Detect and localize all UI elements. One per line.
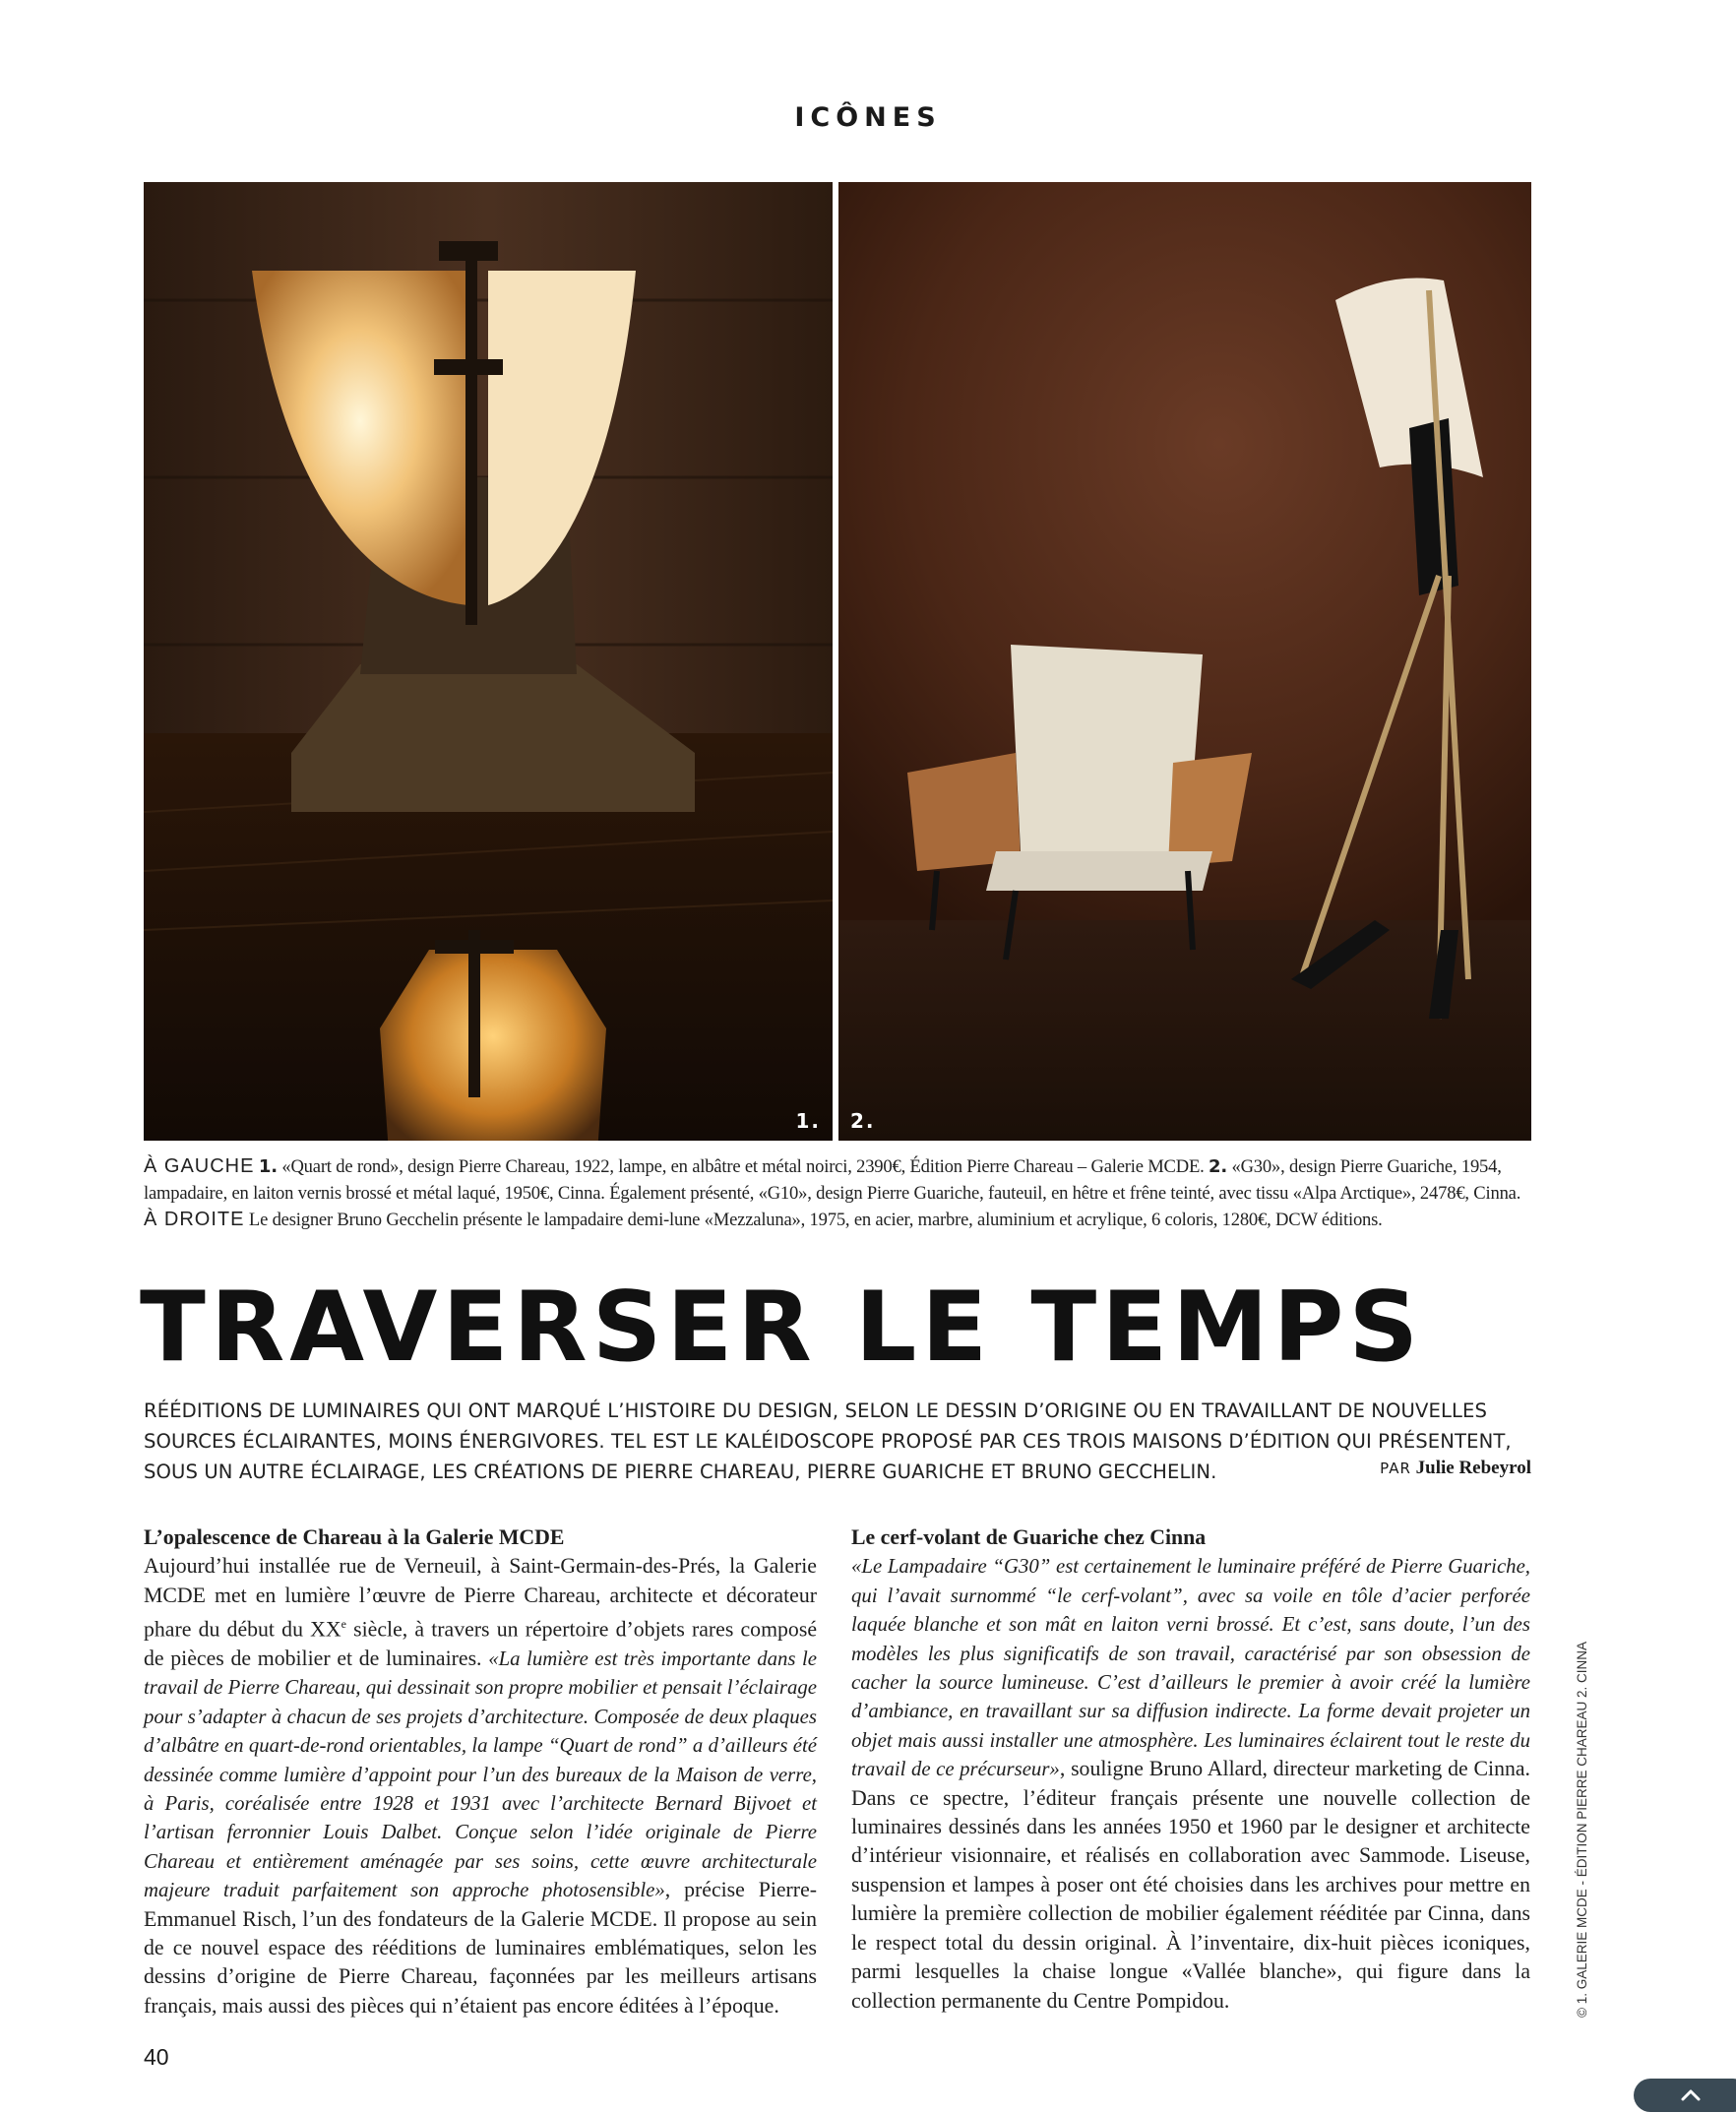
photo-number-2: 2. <box>850 1109 876 1133</box>
column1-quote: «La lumière est très importante dans le travail de Pierre Chareau, qui dessinait son propre mobilier et pensait l’éclairage pour s’adapter à chacun de ses projets d’architecture. Composée de deux plaques d’albâtre en quart-de-rond orientables, la lampe “Quart de rond” a d’ailleurs été dessinée comme lumière d’appoint pour l’un des bureaux de la Maison de verre, à Paris, coréalisée entre 1928 et 1931 avec l’architecte Bernard Bijvoet et l’artisan ferronnier Louis Dalbet. Conçue selon l’idée originale de Pierre Chareau et entièrement aménagée par ses soins, cette œuvre architecturale majeure traduit parfaitement son approche photosensible» <box>144 1647 817 1902</box>
photo-credit-text: © 1. GALERIE MCDE - ÉDITION PIERRE CHAREAU 2. CINNA <box>1575 1641 1589 2018</box>
column2-quote: «Le Lampadaire “G30” est certainement le luminaire préféré de Pierre Guariche, qui l’avait surnommé “le cerf-volant”, avec sa voile en tôle d’acier perforée laquée blanche et son mât en laiton verni brossé. Et c’est, sans doute, l’un des modèles les plus significatifs de son travail, caractérisé par son obsession de cacher la source lumineuse. C’est d’ailleurs le premier à avoir créé la lumière d’ambiance, en travaillant sur sa diffusion indirecte. La forme devait projeter un objet mais aussi installer une atmosphère. Les luminaires éclairent tout le reste du travail de ce précurseur» <box>851 1555 1530 1781</box>
column1-heading: L’opalescence de Chareau à la Galerie MCDE <box>144 1525 565 1549</box>
column2-heading: Le cerf-volant de Guariche chez Cinna <box>851 1525 1207 1549</box>
article-column-1 <box>144 1523 817 2020</box>
byline <box>1380 1458 1531 1479</box>
column1-superscript: e <box>341 1617 346 1632</box>
photo-credit <box>1575 1641 1594 2018</box>
column1-body <box>144 1552 817 2020</box>
column2-body <box>851 1552 1530 2016</box>
article-headline: TRAVERSER LE TEMPS <box>140 1272 1424 1384</box>
caption-right-label: À DROITE <box>144 1209 245 1230</box>
chevron-up-icon <box>1679 2086 1703 2102</box>
caption-item2-text: «G30», design Pierre Guariche, 1954, lampadaire, en laiton vernis brossé et métal laqué, 1950€, Cinna. Également présenté, «G10», design Pierre Guariche, fauteuil, en hêtre et frêne teinté, avec tissu «Alpa Arctique», 2478€, Cinna. <box>144 1156 1521 1204</box>
column1-text-a: Aujourd’hui installée rue de Verneuil, à Saint-Germain-des-Prés, la Galerie MCDE met en lumière l’œuvre de Pierre Chareau, architecte et décorateur phare du début du XX <box>144 1554 817 1642</box>
article-column-2 <box>851 1523 1530 2016</box>
byline-author: Julie Rebeyrol <box>1415 1458 1531 1478</box>
caption-item1-text: «Quart de rond», design Pierre Chareau, 1922, lampe, en albâtre et métal noirci, 2390€, Édition Pierre Chareau – Galerie MCDE. <box>281 1156 1205 1177</box>
photo-caption <box>144 1153 1531 1233</box>
section-title: ICÔNES <box>794 102 942 133</box>
caption-item1-number: 1. <box>258 1156 278 1177</box>
column1-text-c: , précise Pierre-Emmanuel Risch, l’un des fondateurs de la Galerie MCDE. Il propose au sein de ce nouvel espace des rééditions de luminaires emblématiques, selon les dessins d’origine de Pierre Chareau, façonnées par les meilleurs artisans français, mais aussi des pièces qui n’étaient pas encore éditées à l’époque. <box>144 1878 817 2018</box>
lamp-illustration <box>144 182 833 1141</box>
page-number: 40 <box>144 2044 169 2070</box>
floor-lamp-illustration <box>838 182 1531 1141</box>
photo-number-1: 1. <box>795 1109 821 1133</box>
photo-quart-de-rond-lamp <box>144 182 833 1141</box>
photo-g30-floor-lamp <box>838 182 1531 1141</box>
column1-text-b: siècle, à travers un répertoire d’objets rares composé de pièces de mobilier et de luminaires. <box>144 1617 817 1670</box>
caption-right-text: Le designer Bruno Gecchelin présente le lampadaire demi-lune «Mezzaluna», 1975, en acier, marbre, aluminium et acrylique, 6 coloris, 1280€, DCW éditions. <box>248 1210 1383 1230</box>
scroll-to-top-button[interactable] <box>1634 2079 1736 2112</box>
caption-item2-number: 2. <box>1209 1156 1228 1177</box>
caption-left-label: À GAUCHE <box>144 1155 255 1177</box>
column2-text: , souligne Bruno Allard, directeur marketing de Cinna. Dans ce spectre, l’éditeur français présente une nouvelle collection de luminaires dessinés dans les années 1950 et 1960 par le designer et architecte d’intérieur visionnaire, et réalisés en collaboration avec Sammode. Liseuse, suspension et lampes à poser ont été choisies dans les archives pour mettre en lumière la première collection de mobilier également rééditée par Cinna, dans le respect total du dessin original. À l’inventaire, dix-huit pièces iconiques, parmi lesquelles la chaise longue «Vallée blanche», qui figure dans la collection permanente du Centre Pompidou. <box>851 1757 1530 2013</box>
byline-prefix: PAR <box>1380 1460 1411 1477</box>
article-standfirst: RÉÉDITIONS DE LUMINAIRES QUI ONT MARQUÉ L’HISTOIRE DU DESIGN, SELON LE DESSIN D’ORIGINE OU EN TRAVAILLANT DE NOUVELLES SOURCES ÉCLAIRANTES, MOINS ÉNERGIVORES. TEL EST LE KALÉIDOSCOPE PROPOSÉ PAR CES TROIS MAISONS D’ÉDITION QUI PRÉSENTENT, SOUS UN AUTRE ÉCLAIRAGE, LES CRÉATIONS DE PIERRE CHAREAU, PIERRE GUARICHE ET BRUNO GECCHELIN. <box>144 1399 1512 1483</box>
